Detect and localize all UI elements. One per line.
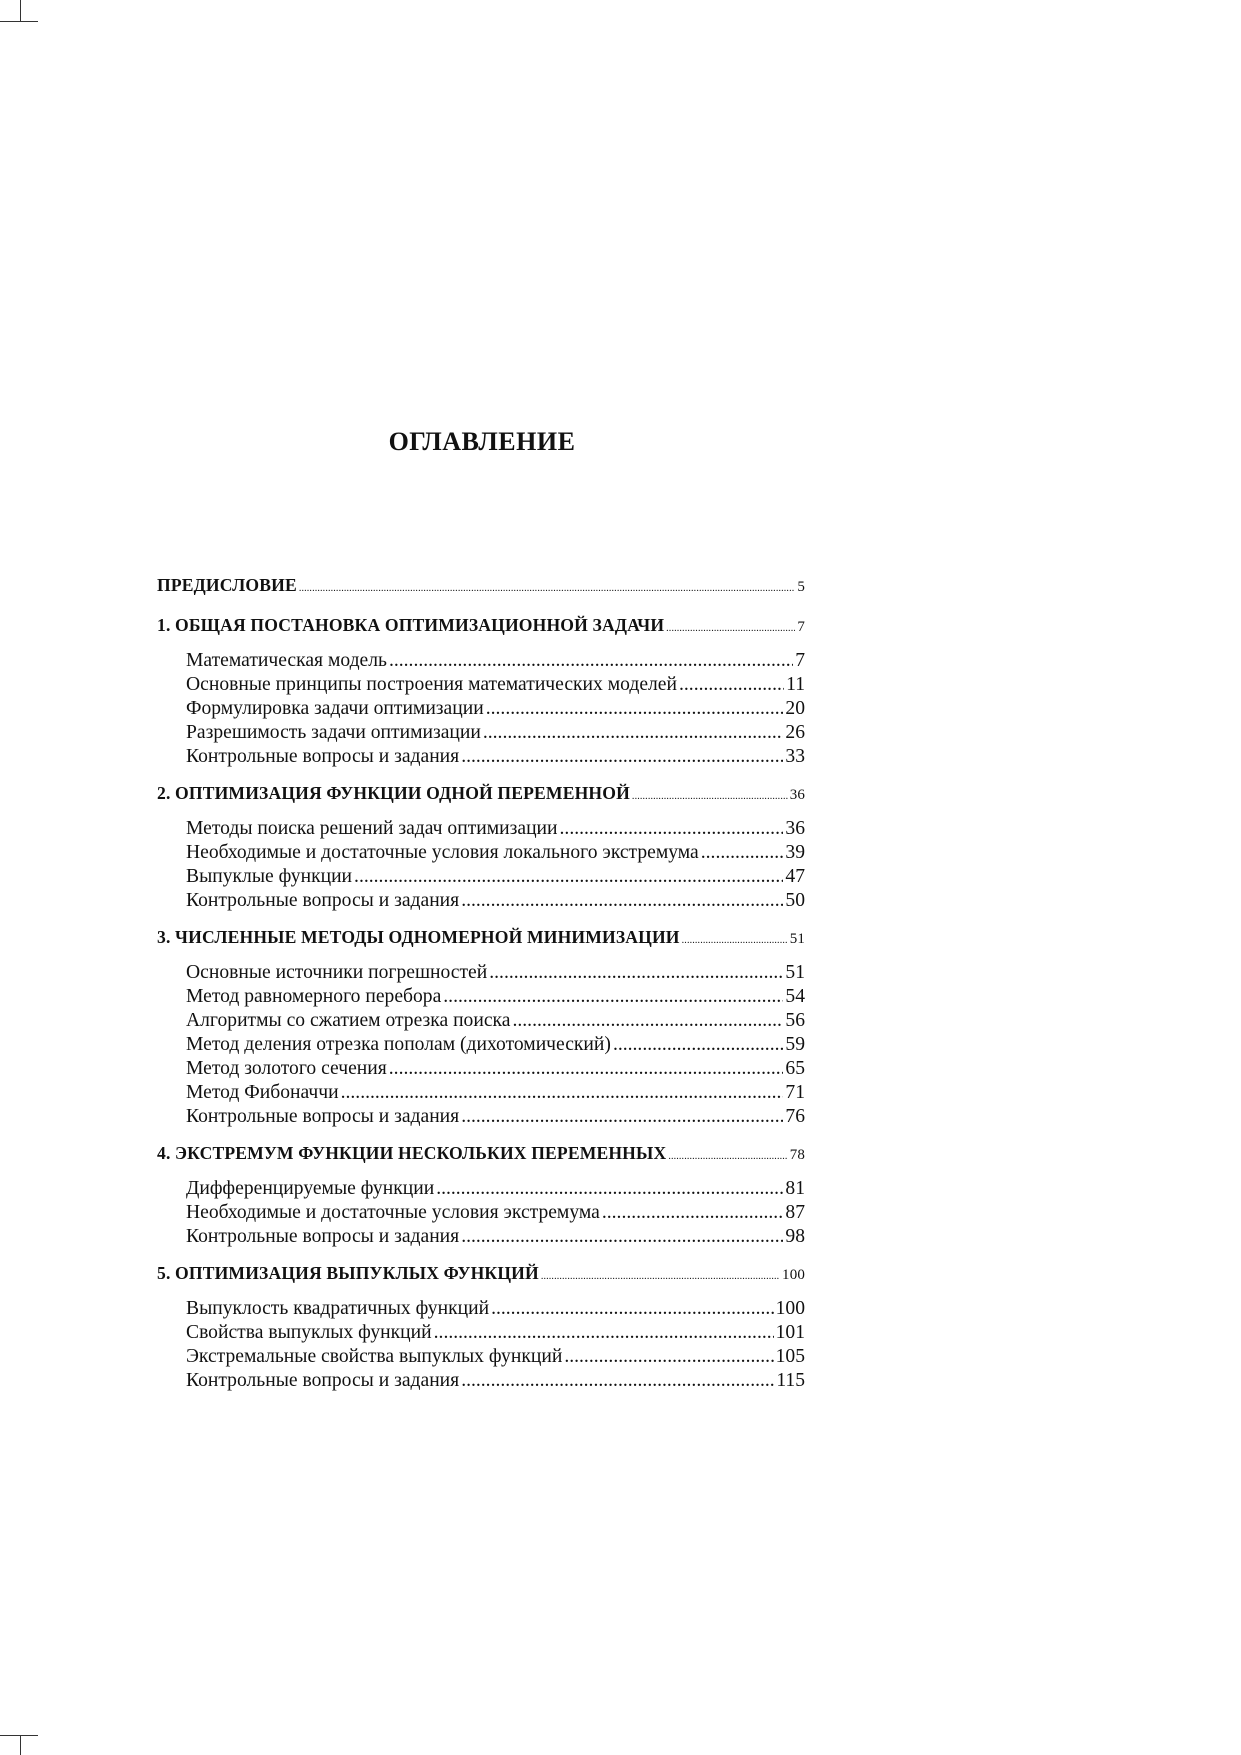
toc-item-page: 20 [785, 698, 805, 719]
crop-mark-top-vertical [20, 0, 21, 22]
dot-leader [483, 721, 784, 745]
crop-mark-bottom-vertical [20, 1735, 21, 1755]
toc-item-page: 51 [785, 962, 805, 983]
toc-chapter-title: ПРЕДИСЛОВИЕ [157, 575, 297, 595]
dot-leader [602, 1201, 784, 1225]
toc-item-page: 26 [785, 722, 805, 743]
toc-item-page: 11 [786, 674, 805, 695]
toc-item-list [157, 817, 805, 913]
toc-item[interactable] [157, 1369, 805, 1393]
toc-item-title: Контрольные вопросы и задания [186, 746, 460, 767]
toc-chapter-page: 5 [797, 579, 805, 595]
toc-item-page: 56 [785, 1010, 805, 1031]
toc-item[interactable] [157, 1081, 805, 1105]
table-of-contents [157, 573, 805, 1405]
toc-item-page: 50 [785, 890, 805, 911]
toc-item[interactable] [157, 865, 805, 889]
toc-item-title: Необходимые и достаточные условия локального экстремума [186, 842, 699, 863]
toc-chapter-entry[interactable] [157, 613, 805, 641]
toc-item-title: Необходимые и достаточные условия экстремума [186, 1202, 600, 1223]
dot-leader [354, 865, 783, 889]
toc-item[interactable] [157, 1177, 805, 1201]
dot-leader [436, 1177, 783, 1201]
toc-item-title: Выпуклые функции [186, 866, 353, 887]
toc-chapter-title: 4. ЭКСТРЕМУМ ФУНКЦИИ НЕСКОЛЬКИХ ПЕРЕМЕННЫХ [157, 1143, 667, 1163]
toc-section [157, 925, 805, 1129]
toc-item-list [157, 961, 805, 1129]
toc-item-page: 76 [785, 1106, 805, 1127]
toc-item-page: 39 [785, 842, 805, 863]
dot-leader [564, 1345, 773, 1369]
toc-section [157, 1141, 805, 1249]
toc-item-page: 87 [785, 1202, 805, 1223]
toc-chapter-entry[interactable] [157, 1141, 805, 1169]
toc-item-title: Контрольные вопросы и задания [186, 1370, 460, 1391]
toc-item-page: 33 [785, 746, 805, 767]
toc-item-title: Дифференцируемые функции [186, 1178, 435, 1199]
toc-item-title: Алгоритмы со сжатием отрезка поиска [186, 1010, 511, 1031]
toc-item-page: 101 [775, 1322, 805, 1343]
toc-item-page: 47 [785, 866, 805, 887]
toc-item-page: 98 [785, 1226, 805, 1247]
toc-item[interactable] [157, 817, 805, 841]
toc-item[interactable] [157, 1009, 805, 1033]
toc-item-page: 59 [785, 1034, 805, 1055]
toc-item[interactable] [157, 1201, 805, 1225]
toc-item[interactable] [157, 1033, 805, 1057]
dot-leader [443, 985, 783, 1009]
toc-chapter-entry[interactable] [157, 781, 805, 809]
toc-item[interactable] [157, 841, 805, 865]
toc-chapter-title: 2. ОПТИМИЗАЦИЯ ФУНКЦИИ ОДНОЙ ПЕРЕМЕННОЙ [157, 783, 630, 803]
toc-item-title: Контрольные вопросы и задания [186, 890, 460, 911]
toc-item-page: 65 [785, 1058, 805, 1079]
toc-item[interactable] [157, 1321, 805, 1345]
toc-item-title: Метод равномерного перебора [186, 986, 442, 1007]
dot-leader [461, 1105, 783, 1129]
toc-item-page: 71 [785, 1082, 805, 1103]
toc-section [157, 573, 805, 601]
page-title: ОГЛАВЛЕНИЕ [388, 427, 576, 457]
toc-item-title: Экстремальные свойства выпуклых функций [186, 1346, 563, 1367]
toc-item-page: 115 [776, 1370, 805, 1391]
crop-mark-top-horizontal [0, 21, 38, 22]
toc-item[interactable] [157, 745, 805, 769]
toc-item[interactable] [157, 1057, 805, 1081]
toc-item-page: 7 [795, 650, 805, 671]
toc-chapter-title: 5. ОПТИМИЗАЦИЯ ВЫПУКЛЫХ ФУНКЦИЙ [157, 1263, 539, 1283]
toc-item-title: Методы поиска решений задач оптимизации [186, 818, 558, 839]
toc-item-title: Метод Фибоначчи [186, 1082, 339, 1103]
toc-chapter-page: 51 [789, 931, 805, 947]
toc-item[interactable] [157, 673, 805, 697]
toc-chapter-entry[interactable] [157, 1261, 805, 1289]
dot-leader [299, 577, 796, 601]
toc-item-title: Формулировка задачи оптимизации [186, 698, 484, 719]
toc-item-title: Основные источники погрешностей [186, 962, 488, 983]
dot-leader [541, 1265, 780, 1289]
toc-item[interactable] [157, 1345, 805, 1369]
toc-item[interactable] [157, 961, 805, 985]
dot-leader [632, 785, 788, 809]
toc-item-page: 54 [785, 986, 805, 1007]
toc-item-title: Контрольные вопросы и задания [186, 1226, 460, 1247]
toc-item[interactable] [157, 721, 805, 745]
dot-leader [461, 1369, 774, 1393]
dot-leader [666, 617, 795, 641]
toc-item-title: Метод золотого сечения [186, 1058, 387, 1079]
toc-chapter-page: 78 [789, 1147, 805, 1163]
toc-item-title: Математическая модель [186, 650, 387, 671]
dot-leader [491, 1297, 774, 1321]
toc-item-page: 100 [775, 1298, 805, 1319]
toc-item-title: Выпуклость квадратичных функций [186, 1298, 490, 1319]
dot-leader [389, 649, 793, 673]
toc-item[interactable] [157, 649, 805, 673]
dot-leader [461, 745, 783, 769]
dot-leader [613, 1033, 783, 1057]
dot-leader [682, 929, 788, 953]
toc-section [157, 613, 805, 769]
toc-item-title: Разрешимость задачи оптимизации [186, 722, 481, 743]
toc-item-page: 105 [775, 1346, 805, 1367]
dot-leader [434, 1321, 774, 1345]
toc-item[interactable] [157, 1225, 805, 1249]
dot-leader [389, 1057, 784, 1081]
toc-section [157, 1261, 805, 1393]
toc-chapter-page: 7 [797, 619, 805, 635]
toc-item-page: 36 [785, 818, 805, 839]
toc-chapter-entry[interactable] [157, 573, 805, 601]
dot-leader [512, 1009, 783, 1033]
toc-item-list [157, 1177, 805, 1249]
toc-item-title: Контрольные вопросы и задания [186, 1106, 460, 1127]
crop-mark-bottom-horizontal [0, 1735, 38, 1736]
toc-item[interactable] [157, 1297, 805, 1321]
dot-leader [341, 1081, 784, 1105]
toc-item-title: Метод деления отрезка пополам (дихотомический) [186, 1034, 611, 1055]
dot-leader [489, 961, 783, 985]
dot-leader [668, 1145, 787, 1169]
toc-item-list [157, 1297, 805, 1393]
dot-leader [486, 697, 784, 721]
toc-item[interactable] [157, 697, 805, 721]
toc-item-list [157, 649, 805, 769]
dot-leader [560, 817, 784, 841]
toc-chapter-page: 36 [789, 787, 805, 803]
dot-leader [461, 889, 783, 913]
dot-leader [461, 1225, 783, 1249]
toc-section [157, 781, 805, 913]
dot-leader [701, 841, 784, 865]
toc-item-title: Свойства выпуклых функций [186, 1322, 432, 1343]
dot-leader [679, 673, 784, 697]
toc-chapter-title: 1. ОБЩАЯ ПОСТАНОВКА ОПТИМИЗАЦИОННОЙ ЗАДАЧИ [157, 615, 665, 635]
toc-chapter-page: 100 [782, 1267, 805, 1283]
toc-item-page: 81 [785, 1178, 805, 1199]
toc-item-title: Основные принципы построения математических моделей [186, 674, 677, 695]
toc-item[interactable] [157, 889, 805, 913]
toc-chapter-entry[interactable] [157, 925, 805, 953]
toc-item[interactable] [157, 1105, 805, 1129]
toc-item[interactable] [157, 985, 805, 1009]
toc-chapter-title: 3. ЧИСЛЕННЫЕ МЕТОДЫ ОДНОМЕРНОЙ МИНИМИЗАЦИИ [157, 927, 680, 947]
